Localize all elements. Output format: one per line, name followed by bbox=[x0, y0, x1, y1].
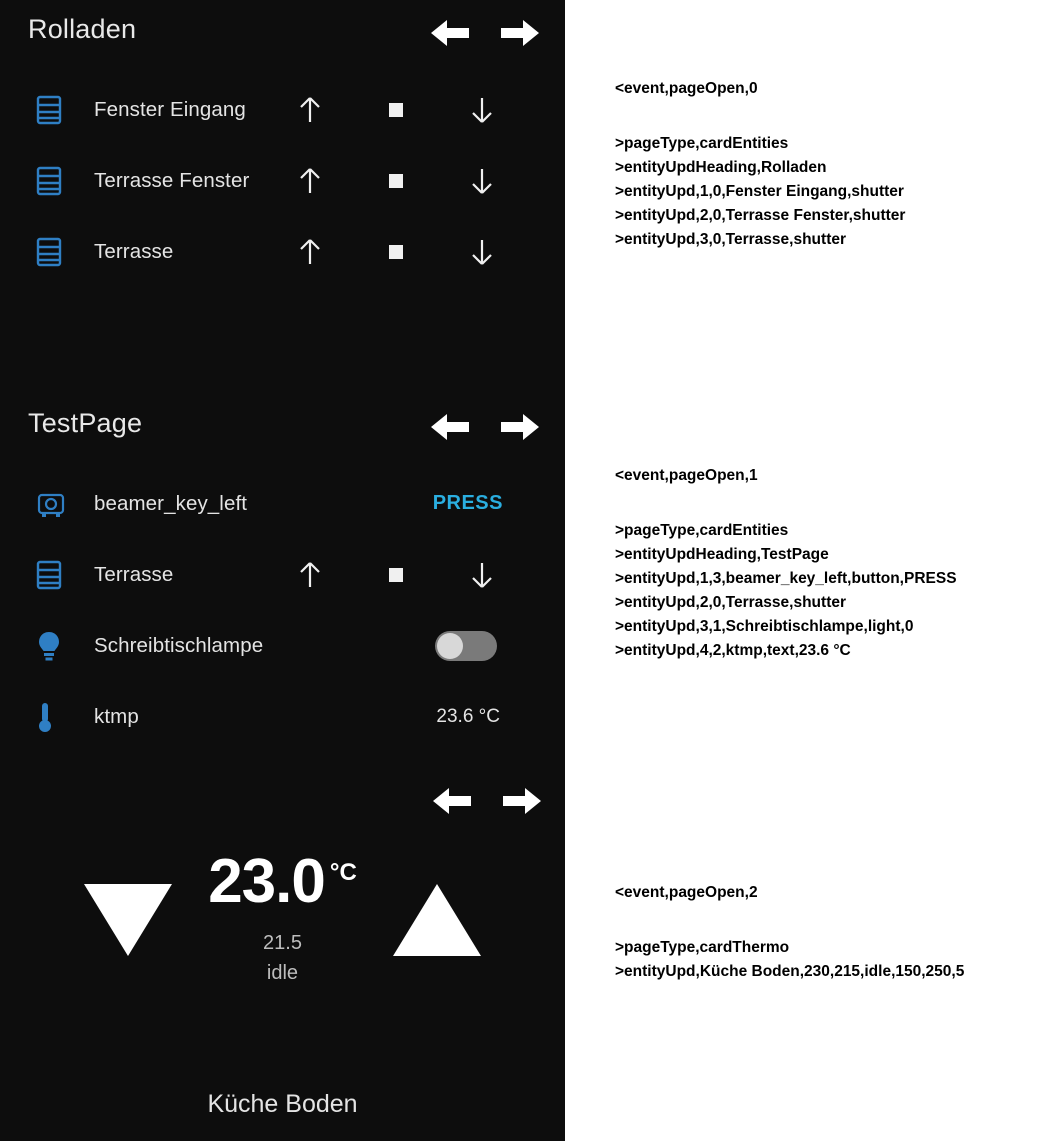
list-item-label: Terrasse Fenster bbox=[94, 168, 250, 192]
list-item-label: beamer_key_left bbox=[94, 491, 248, 515]
entity-list bbox=[0, 468, 565, 752]
entity-list bbox=[0, 74, 565, 287]
target-temperature: 21.5 bbox=[263, 932, 302, 954]
thermo-body bbox=[0, 824, 565, 1054]
annotation-line: >pageType,cardEntities bbox=[615, 135, 789, 152]
shutter-controls bbox=[267, 166, 565, 196]
annotation-panel bbox=[565, 0, 1045, 1141]
annotation-line: >entityUpd,4,2,ktmp,text,23.6 °C bbox=[615, 642, 851, 659]
shutter-down-button[interactable] bbox=[439, 95, 525, 125]
annotation-block-2 bbox=[615, 884, 964, 984]
page-navigation bbox=[429, 410, 541, 444]
card-entities-rolladen bbox=[0, 14, 565, 287]
shutter-stop-button[interactable] bbox=[353, 242, 439, 262]
left-arrow-icon[interactable] bbox=[431, 784, 473, 818]
text-value-control bbox=[275, 706, 565, 728]
annotation-line: >entityUpdHeading,TestPage bbox=[615, 546, 829, 563]
list-item[interactable] bbox=[0, 468, 565, 539]
press-button[interactable]: PRESS bbox=[432, 492, 503, 514]
shutter-down-button[interactable] bbox=[439, 166, 525, 196]
shutter-up-button[interactable] bbox=[267, 237, 353, 267]
shutter-icon bbox=[36, 166, 94, 196]
left-arrow-icon[interactable] bbox=[429, 410, 471, 444]
annotation-line: >entityUpdHeading,Rolladen bbox=[615, 159, 827, 176]
thermo-state: idle bbox=[266, 962, 299, 984]
right-arrow-icon[interactable] bbox=[499, 410, 541, 444]
shutter-down-button[interactable] bbox=[439, 237, 525, 267]
list-item[interactable] bbox=[0, 216, 565, 287]
button-control bbox=[275, 492, 565, 515]
shutter-stop-button[interactable] bbox=[353, 565, 439, 585]
list-item-label: Terrasse bbox=[94, 239, 174, 263]
list-item-label: Schreibtischlampe bbox=[94, 633, 264, 657]
thermo-entity-name: Küche Boden bbox=[207, 1090, 358, 1118]
toggle-control bbox=[275, 631, 565, 661]
page-navigation bbox=[431, 784, 543, 818]
card-entities-testpage bbox=[0, 408, 565, 752]
shutter-icon bbox=[36, 95, 94, 125]
toggle-knob bbox=[437, 633, 463, 659]
light-toggle[interactable] bbox=[435, 631, 497, 661]
annotation-line: >entityUpd,Küche Boden,230,215,idle,150,250,5 bbox=[615, 963, 965, 980]
current-temperature bbox=[0, 846, 565, 917]
shutter-stop-button[interactable] bbox=[353, 100, 439, 120]
annotation-line: >entityUpd,1,0,Fenster Eingang,shutter bbox=[615, 183, 904, 200]
list-item[interactable] bbox=[0, 539, 565, 610]
annotation-event: <event,pageOpen,2 bbox=[615, 884, 758, 901]
shutter-controls bbox=[267, 560, 565, 590]
page-title: TestPage bbox=[28, 408, 143, 438]
page-header bbox=[0, 14, 565, 74]
projector-icon bbox=[36, 489, 94, 519]
shutter-up-button[interactable] bbox=[267, 560, 353, 590]
list-item[interactable] bbox=[0, 610, 565, 681]
annotation-block-0 bbox=[615, 80, 905, 252]
temperature-unit: °C bbox=[329, 859, 357, 887]
annotation-line: >pageType,cardEntities bbox=[615, 522, 789, 539]
sensor-value: 23.6 °C bbox=[436, 705, 500, 727]
page-header bbox=[0, 408, 565, 468]
list-item[interactable] bbox=[0, 145, 565, 216]
page-header bbox=[0, 770, 565, 824]
annotation-line: >entityUpd,3,0,Terrasse,shutter bbox=[615, 231, 847, 248]
current-temperature-value: 23.0 bbox=[208, 847, 325, 916]
left-arrow-icon[interactable] bbox=[429, 16, 471, 50]
shutter-stop-button[interactable] bbox=[353, 171, 439, 191]
shutter-controls bbox=[267, 95, 565, 125]
right-arrow-icon[interactable] bbox=[501, 784, 543, 818]
list-item-label: Terrasse bbox=[94, 562, 174, 586]
right-arrow-icon[interactable] bbox=[499, 16, 541, 50]
shutter-up-button[interactable] bbox=[267, 166, 353, 196]
shutter-down-button[interactable] bbox=[439, 560, 525, 590]
annotation-line: >pageType,cardThermo bbox=[615, 939, 790, 956]
card-thermo bbox=[0, 770, 565, 1141]
annotation-line: >entityUpd,3,1,Schreibtischlampe,light,0 bbox=[615, 618, 914, 635]
page-title: Rolladen bbox=[28, 14, 137, 44]
bulb-icon bbox=[36, 630, 94, 662]
list-item[interactable] bbox=[0, 681, 565, 752]
list-item-label: Fenster Eingang bbox=[94, 97, 246, 121]
annotation-line: >entityUpd,2,0,Terrasse,shutter bbox=[615, 594, 847, 611]
shutter-icon bbox=[36, 560, 94, 590]
shutter-up-button[interactable] bbox=[267, 95, 353, 125]
annotation-event: <event,pageOpen,0 bbox=[615, 80, 758, 97]
page-navigation bbox=[429, 16, 541, 50]
shutter-controls bbox=[267, 237, 565, 267]
list-item[interactable] bbox=[0, 74, 565, 145]
annotation-line: >entityUpd,1,3,beamer_key_left,button,PRESS bbox=[615, 570, 957, 587]
annotation-block-1 bbox=[615, 467, 957, 663]
list-item-label: ktmp bbox=[94, 704, 139, 728]
shutter-icon bbox=[36, 237, 94, 267]
annotation-event: <event,pageOpen,1 bbox=[615, 467, 758, 484]
annotation-line: >entityUpd,2,0,Terrasse Fenster,shutter bbox=[615, 207, 906, 224]
thermometer-icon bbox=[36, 701, 94, 733]
